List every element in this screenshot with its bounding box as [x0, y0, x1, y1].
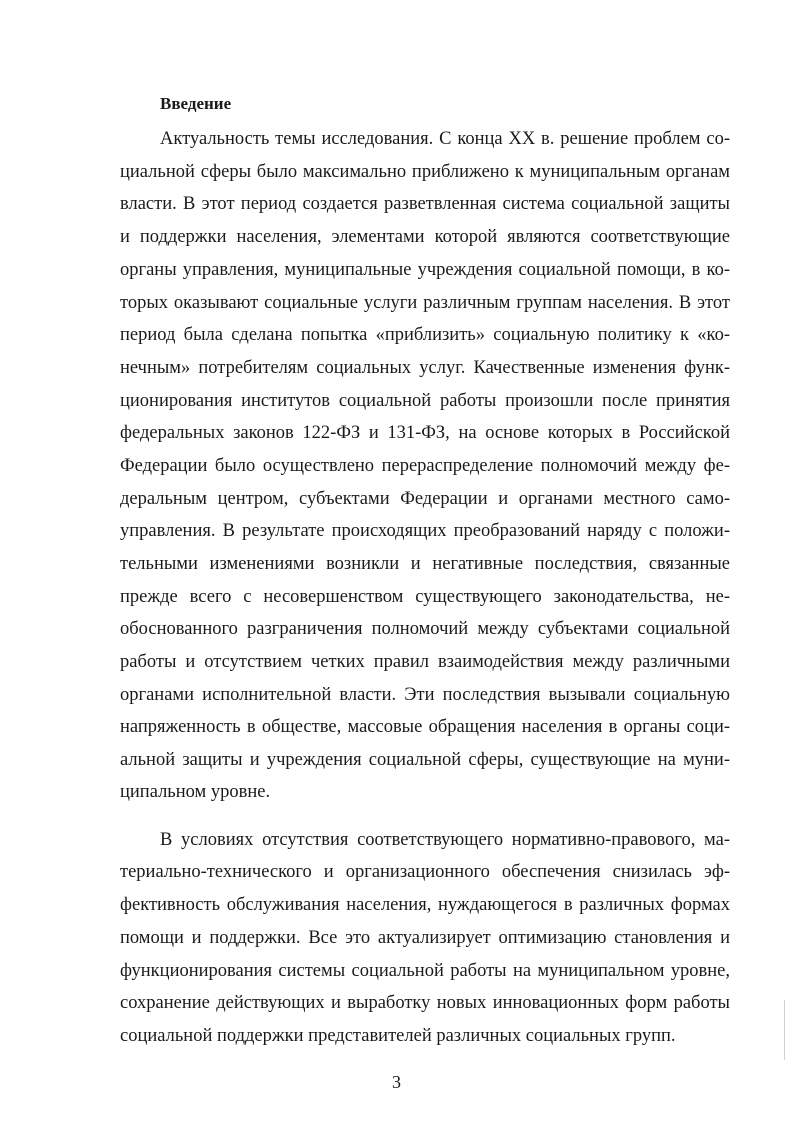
text-line: федеральных законов 122-ФЗ и 131-ФЗ, на основе которых в Российской	[120, 423, 730, 443]
text-line: торых оказывают социальные услуги различным группам населения. В этот	[120, 293, 730, 313]
text-line: социальной поддержки представителей различных социальных групп.	[120, 1026, 676, 1046]
text-line: управления. В результате происходящих преобразований наряду с положи-	[120, 521, 730, 541]
text-line: помощи и поддержки. Все это актуализирует оптимизацию становления и	[120, 928, 730, 948]
text-line: териально-технического и организационного обеспечения снизилась эф-	[120, 862, 730, 882]
text-line: тельными изменениями возникли и негативные последствия, связанные	[120, 554, 730, 574]
text-line: функционирования системы социальной работы на муниципальном уровне,	[120, 961, 730, 981]
text-line: циальной сферы было максимально приближено к муниципальным органам	[120, 162, 730, 182]
text-line: и поддержки населения, элементами которой являются соответствующие	[120, 227, 730, 247]
text-line: Актуальность темы исследования. С конца XX в. решение проблем со-	[160, 129, 730, 149]
section-heading: Введение	[160, 94, 232, 113]
text-line: деральным центром, субъектами Федерации и органами местного само-	[120, 489, 730, 509]
text-line: фективность обслуживания населения, нуждающегося в различных формах	[120, 895, 730, 915]
scan-edge-mark	[784, 1000, 785, 1060]
text-line: сохранение действующих и выработку новых инновационных форм работы	[120, 993, 730, 1013]
text-line: органами исполнительной власти. Эти последствия вызывали социальную	[120, 685, 730, 705]
text-line: период была сделана попытка «приблизить» социальную политику к «ко-	[120, 325, 730, 345]
text-line: органы управления, муниципальные учреждения социальной помощи, в ко-	[120, 260, 730, 280]
text-line: напряженность в обществе, массовые обращения населения в органы соци-	[120, 717, 730, 737]
text-line: прежде всего с несовершенством существующего законодательства, не-	[120, 587, 730, 607]
text-line: работы и отсутствием четких правил взаимодействия между различными	[120, 652, 730, 672]
text-line: нечным» потребителям социальных услуг. Качественные изменения функ-	[120, 358, 730, 378]
text-line: ципальном уровне.	[120, 782, 271, 802]
text-line: альной защиты и учреждения социальной сферы, существующие на муни-	[120, 750, 730, 770]
page-number: 3	[392, 1072, 401, 1092]
text-line: ционирования институтов социальной работы произошли после принятия	[120, 391, 730, 411]
text-line: власти. В этот период создается разветвленная система социальной защиты	[120, 194, 730, 214]
text-line: Федерации было осуществлено перераспределение полномочий между фе-	[120, 456, 730, 476]
text-line: В условиях отсутствия соответствующего нормативно-правового, ма-	[160, 830, 730, 850]
text-line: обоснованного разграничения полномочий между субъектами социальной	[120, 619, 730, 639]
